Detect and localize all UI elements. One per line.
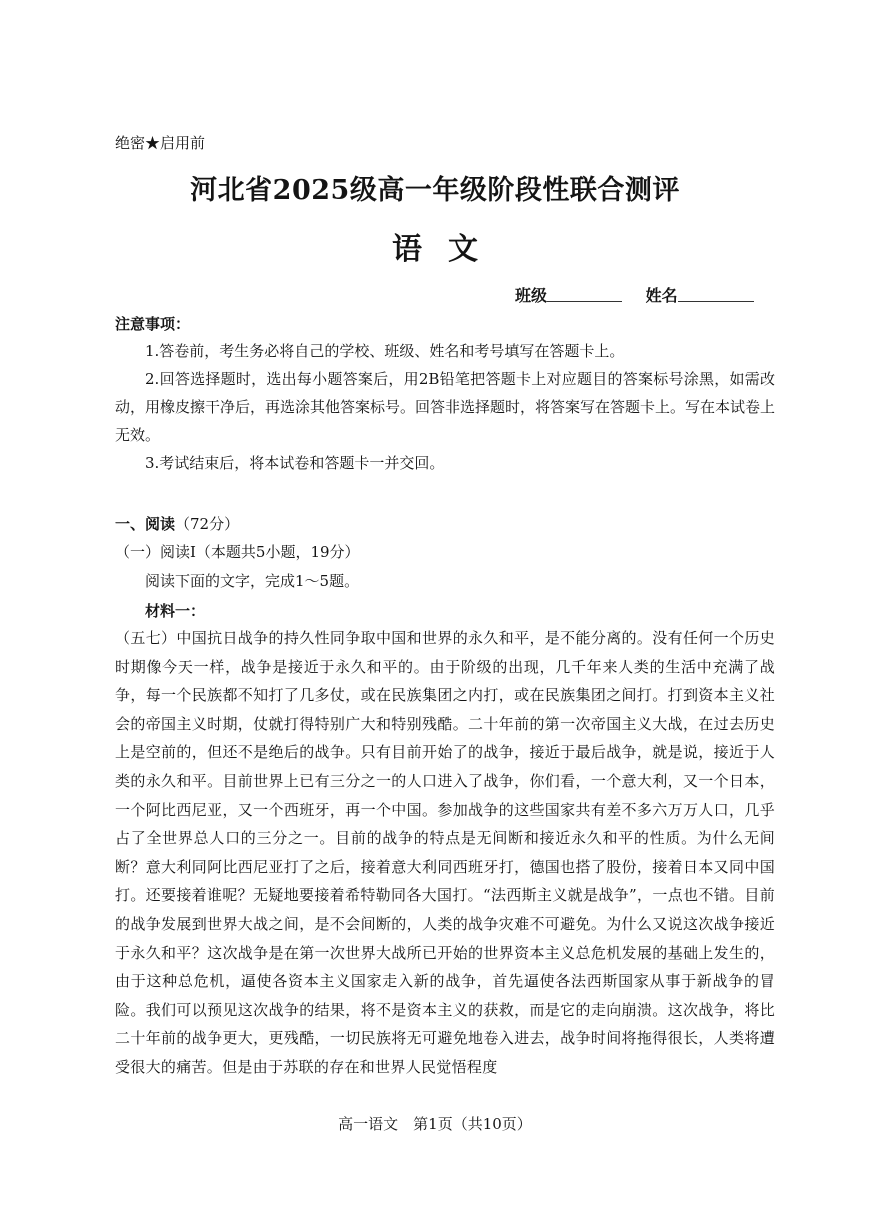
notice-title: 注意事项： — [115, 315, 191, 333]
class-label: 班级 — [515, 286, 548, 305]
name-blank — [678, 285, 754, 302]
section-score: （72分） — [175, 515, 240, 533]
student-info — [515, 283, 754, 306]
page-footer: 高一语文 第1页（共10页） — [338, 1115, 532, 1133]
secret-label: 绝密★启用前 — [115, 134, 206, 152]
class-blank — [547, 285, 622, 302]
passage-paragraph: （五七）中国抗日战争的持久性同争取中国和世界的永久和平，是不能分离的。没有任何一个历史时期像今天一样，战争是接近于永久和平的。由于阶级的出现，几千年来人类的生活中充满了战争，每一个民族都不知打了几多仗，或在民族集团之内打，或在民族集团之间打。打到资本主义社会的帝国主义时期，仗就打得特别广大和特别残酷。二十年前的第一次帝国主义大战，在过去历史上是空前的，但还不是绝后的战争。只有目前开始了的战争，接近于最后战争，就是说，接近于人类的永久和平。目前世界上已有三分之一的人口进入了战争，你们看，一个意大利，又一个日本，一个阿比西尼亚，又一个西班牙，再一个中国。参加战争的这些国家共有差不多六万万人口，几乎占了全世界总人口的三分之一。目前的战争的特点是无间断和接近永久和平的性质。为什么无间断？意大利同阿比西尼亚打了之后，接着意大利同西班牙打，德国也搭了股份，接着日本又同中国打。还要接着谁呢？无疑地要接着希特勒同各大国打。“法西斯主义就是战争”，一点也不错。目前的战争发展到世界大战之间，是不会间断的，人类的战争灾难不可避免。为什么又说这次战争接近于永久和平？这次战争是在第一次世界大战所已开始的世界资本主义总危机发展的基础上发生的，由于这种总危机，逼使各资本主义国家走入新的战争，首先逼使各法西斯国家从事于新战争的冒险。我们可以预见这次战争的结果，将不是资本主义的获救，而是它的走向崩溃。这次战争，将比二十年前的战争更大，更残酷，一切民族将无可避免地卷入进去，战争时间将拖得很长，人类将遭受很大的痛苦。但是由于苏联的存在和世界人民觉悟程度 — [115, 629, 775, 1076]
exam-title: 河北省2025级高一年级阶段性联合测评 — [190, 175, 680, 206]
reading-instruction: 阅读下面的文字，完成1～5题。 — [145, 572, 360, 590]
section-title: 一、阅读 — [115, 515, 176, 533]
subject-title: 语文 — [392, 232, 504, 267]
notice-item: 3.考试结束后，将本试卷和答题卡一并交回。 — [145, 454, 445, 472]
passage — [115, 624, 775, 1082]
notice-item: 1.答卷前，考生务必将自己的学校、班级、姓名和考号填写在答题卡上。 — [145, 342, 625, 360]
section-heading — [115, 513, 239, 534]
part-heading: （一）阅读Ⅰ（本题共5小题，19分） — [115, 543, 360, 561]
name-label: 姓名 — [645, 286, 678, 305]
material-label: 材料一： — [145, 602, 206, 620]
notice-item: 2.回答选择题时，选出每小题答案后，用2B铅笔把答题卡上对应题目的答案标号涂黑，如需改动，用橡皮擦干净后，再选涂其他答案标号。回答非选择题时，将答案写在答题卡上。写在本试卷上无效。 — [115, 370, 776, 444]
notice-list — [115, 337, 775, 477]
